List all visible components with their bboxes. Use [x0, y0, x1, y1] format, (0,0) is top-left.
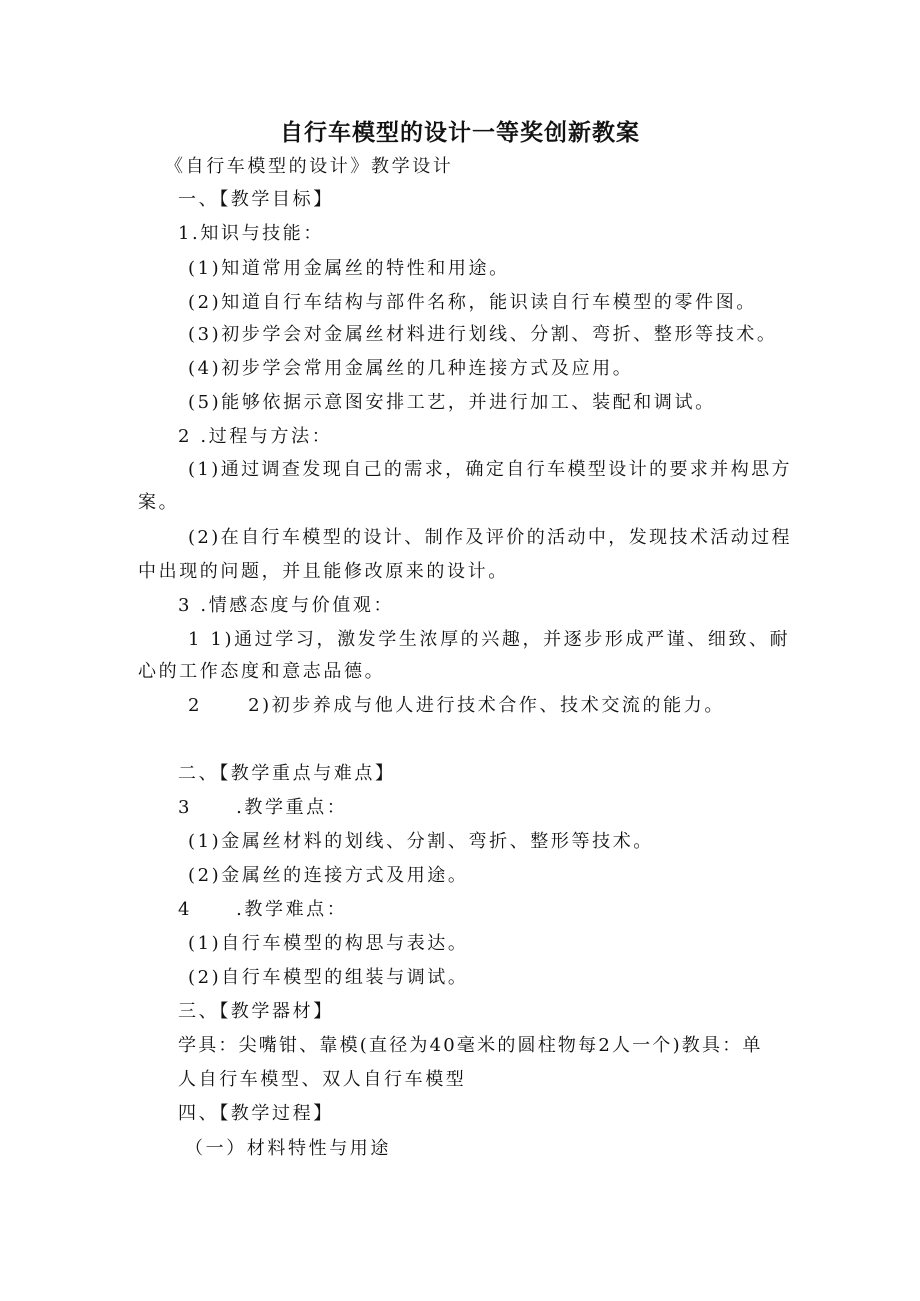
list-number: 1 — [188, 629, 203, 650]
knowledge-item: (5)能够依据示意图安排工艺，并进行加工、装配和调试。 — [188, 392, 716, 413]
list-number: 4 — [178, 899, 193, 920]
process-subheading: （一）材料特性与用途 — [185, 1138, 391, 1159]
emotion-item-line: 2 2)初步养成与他人进行技术合作、技术交流的能力。 — [188, 695, 725, 716]
difficulty-label — [178, 898, 347, 922]
materials-line: 人自行车模型、双人自行车模型 — [178, 1069, 467, 1090]
section-heading-materials: 三、【教学器材】 — [178, 1001, 334, 1022]
process-item-line: 案。 — [138, 492, 180, 513]
knowledge-item: (2)知道自行车结构与部件名称，能识读自行车模型的零件图。 — [188, 292, 757, 313]
section-heading-process: 四、【教学过程】 — [178, 1103, 334, 1124]
document-title: 自行车模型的设计一等奖创新教案 — [280, 120, 640, 146]
materials-line: 学具：尖嘴钳、靠模(直径为40毫米的圆柱物每2人一个)教具：单 — [178, 1035, 763, 1056]
key-points-label — [178, 796, 347, 820]
section-heading-key-points: 二、【教学重点与难点】 — [178, 763, 396, 784]
list-label: .情感态度与价值观： — [200, 595, 395, 616]
objective-knowledge-label: 1.知识与技能： — [178, 223, 324, 244]
knowledge-item: (1)知道常用金属丝的特性和用途。 — [188, 258, 510, 279]
objective-process-label — [178, 425, 332, 449]
process-item-line: (1)通过调查发现自己的需求，确定自行车模型设计的要求并构思方 — [188, 459, 792, 480]
emotion-item-line: 1 1)通过学习，激发学生浓厚的兴趣，并逐步形成严谨、细致、耐 — [188, 629, 791, 650]
difficulty-item: (1)自行车模型的构思与表达。 — [188, 933, 469, 954]
objective-emotion-label — [178, 594, 394, 618]
section-heading-objectives: 一、【教学目标】 — [178, 189, 334, 210]
list-number: 2 — [188, 695, 203, 716]
process-item-line: (2)在自行车模型的设计、制作及评价的活动中，发现技术活动过程 — [188, 527, 792, 548]
key-point-item: (2)金属丝的连接方式及用途。 — [188, 865, 469, 886]
list-number: 3 — [178, 797, 193, 818]
document-subtitle: 《自行车模型的设计》教学设计 — [165, 156, 454, 177]
emotion-item-line: 心的工作态度和意志品德。 — [138, 661, 386, 682]
knowledge-item: (4)初步学会常用金属丝的几种连接方式及应用。 — [188, 358, 634, 379]
process-item-line: 中出现的问题，并且能修改原来的设计。 — [138, 561, 509, 582]
list-number: 2 — [178, 426, 193, 447]
key-point-item: (1)金属丝材料的划线、分割、弯折、整形等技术。 — [188, 831, 654, 852]
list-label: .过程与方法： — [200, 426, 333, 447]
list-label: .教学难点： — [236, 899, 348, 920]
list-label: .教学重点： — [236, 797, 348, 818]
difficulty-item: (2)自行车模型的组装与调试。 — [188, 967, 469, 988]
list-number: 3 — [178, 595, 193, 616]
knowledge-item: (3)初步学会对金属丝材料进行划线、分割、弯折、整形等技术。 — [188, 324, 778, 345]
